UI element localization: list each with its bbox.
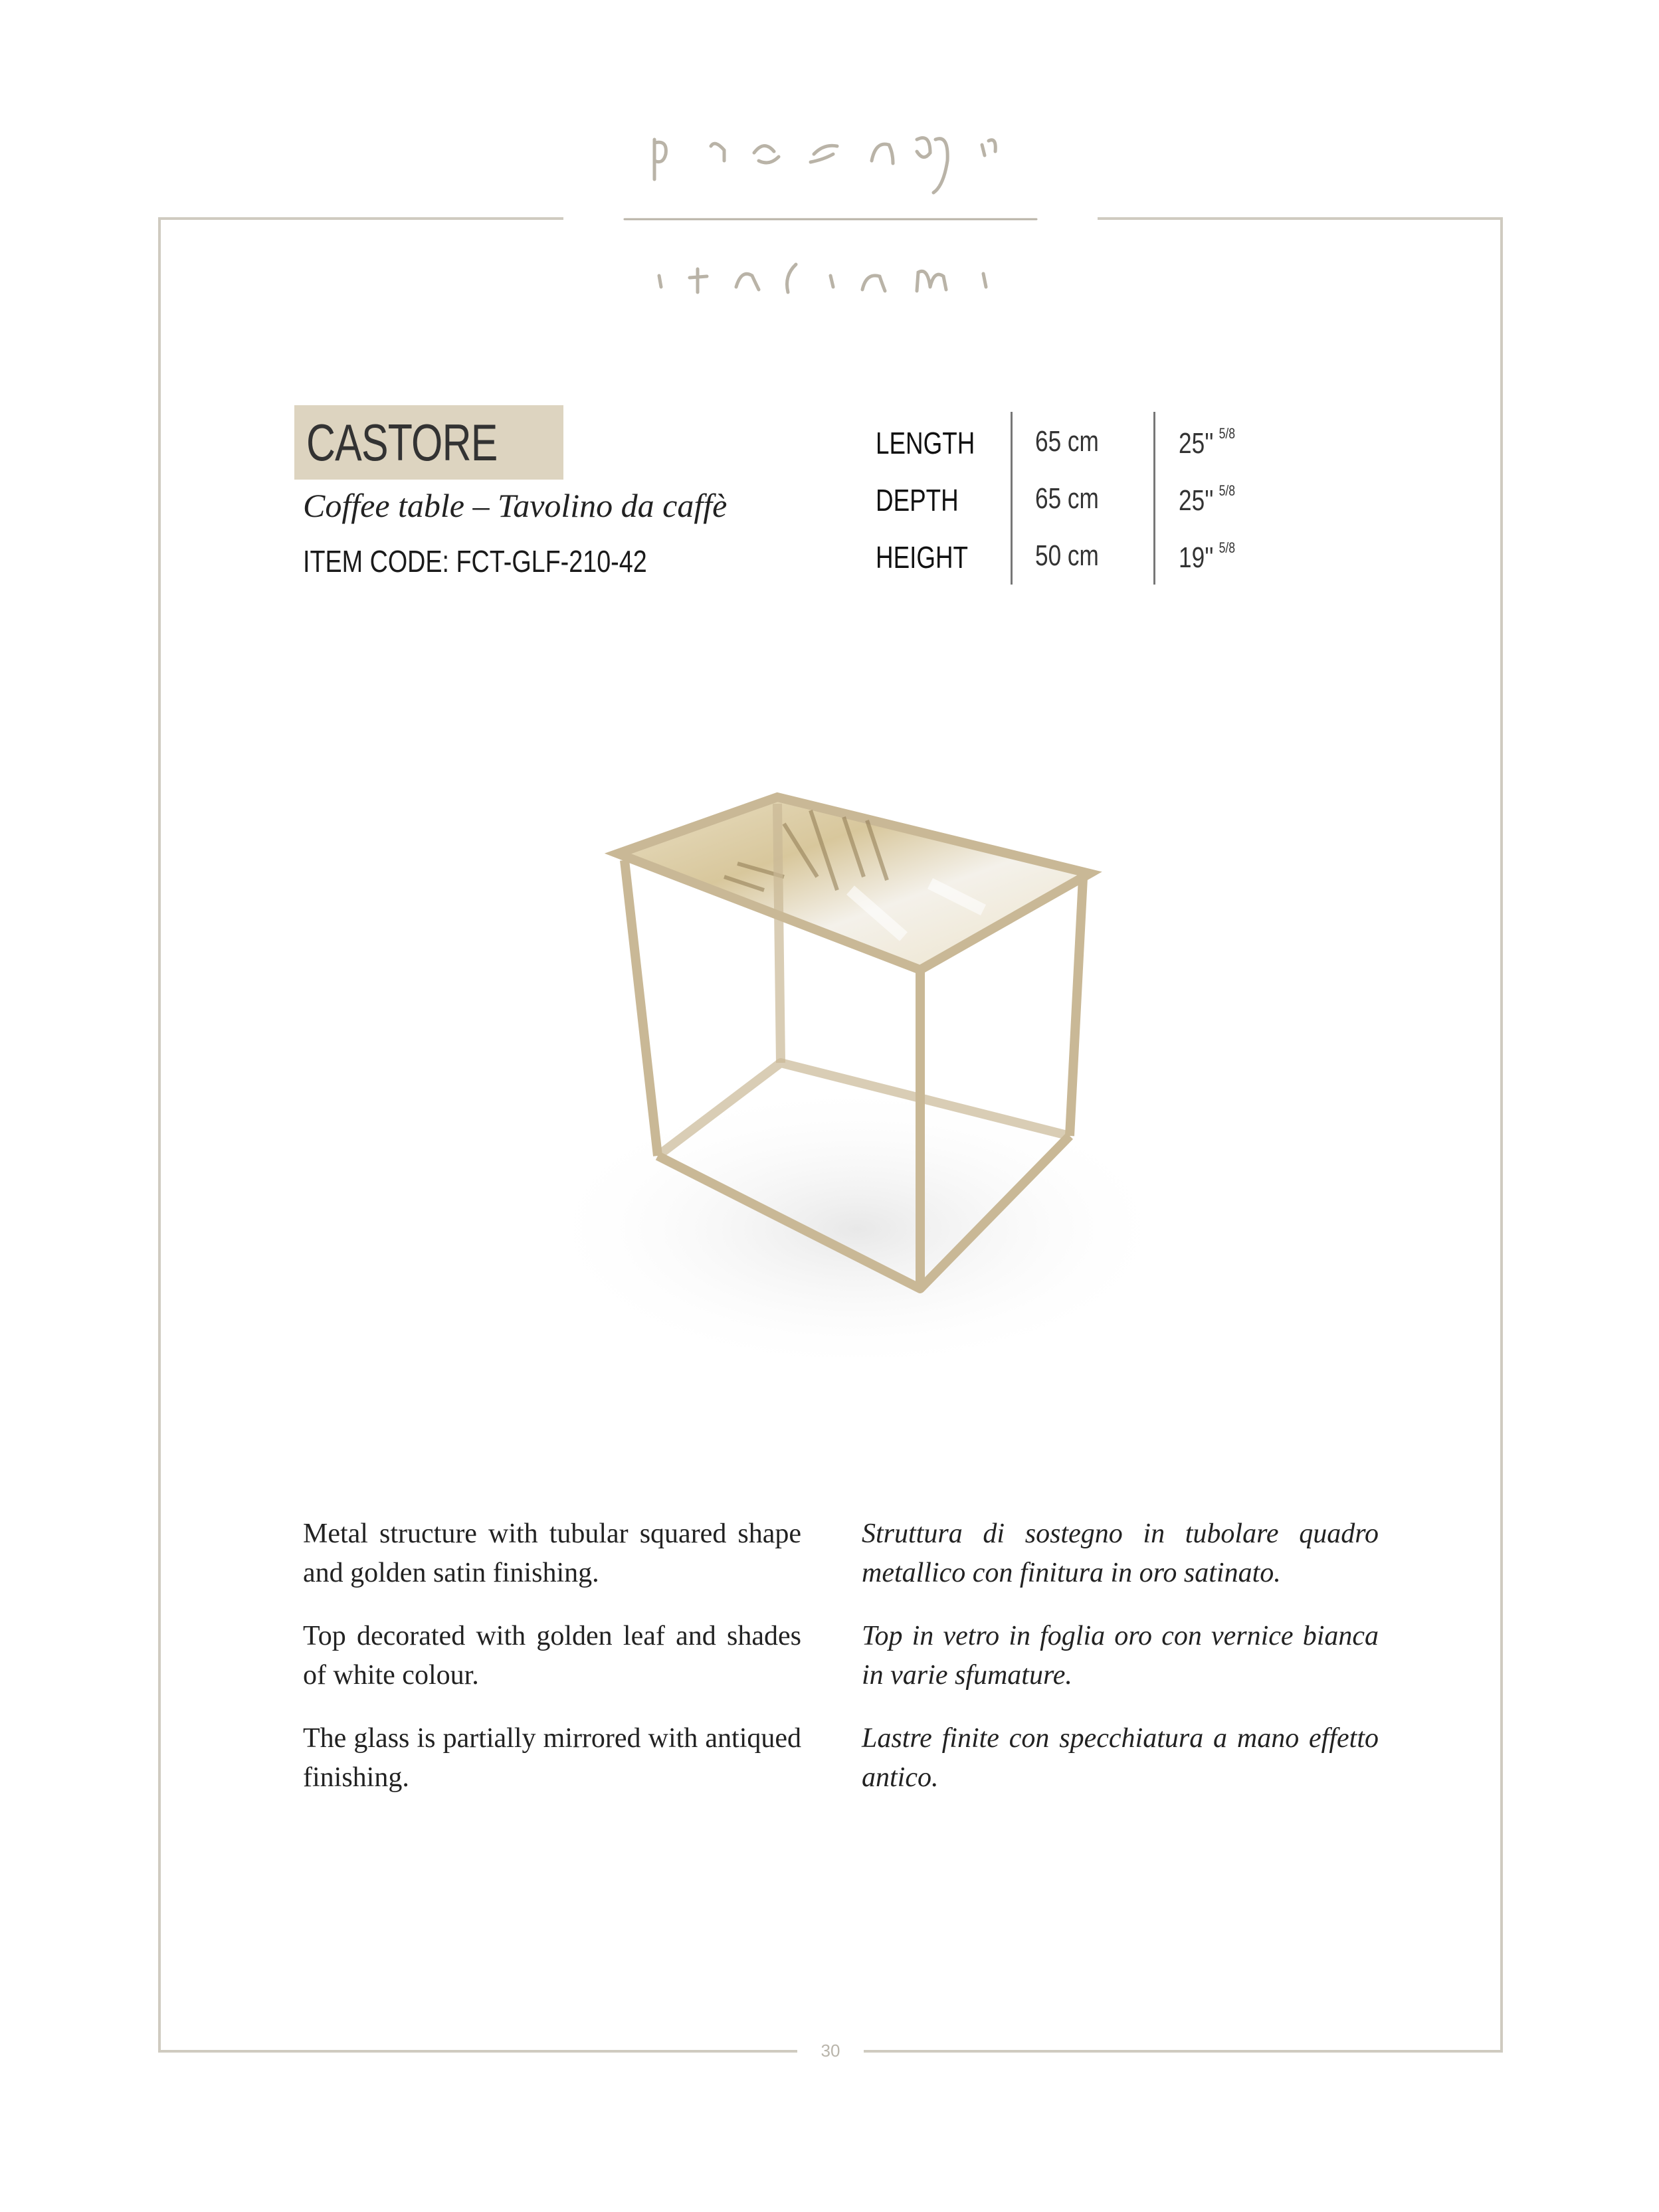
dimension-metric: 50 cm <box>1035 539 1099 572</box>
dimension-label: LENGTH <box>876 426 975 460</box>
dimension-imperial: 25'' $^{5/8}$ <box>1179 482 1236 517</box>
description-paragraph: Metal structure with tubular squared shape and golden satin finishing. <box>303 1519 801 1588</box>
description-italian <box>862 1515 1379 1821</box>
item-code: ITEM CODE: FCT-GLF-210-42 <box>303 544 647 579</box>
dimensions-divider-1 <box>1011 412 1013 585</box>
frame-right <box>1500 217 1503 2053</box>
brand-logo <box>585 113 1076 325</box>
dimension-metric: 65 cm <box>1035 482 1099 515</box>
dimension-metric: 65 cm <box>1035 425 1099 458</box>
description-paragraph: Struttura di sostegno in tubolare quadro metallico con finitura in oro satinato. <box>862 1519 1379 1588</box>
product-name-badge <box>294 405 563 480</box>
description-paragraph: Top in vetro in foglia oro con vernice bianca in varie sfumature. <box>862 1621 1379 1691</box>
description-paragraph: The glass is partially mirrored with antiqued finishing. <box>303 1723 801 1793</box>
product-subtitle: Coffee table – Tavolino da caffè <box>303 487 728 524</box>
dimension-imperial: 25'' $^{5/8}$ <box>1179 425 1236 460</box>
dimension-label: DEPTH <box>876 483 959 517</box>
dimension-fraction: 5/8 <box>1219 539 1236 556</box>
page-number: 30 <box>821 2041 840 2061</box>
frame-bottom-right <box>864 2050 1503 2053</box>
frame-bottom-left <box>158 2050 797 2053</box>
description-english <box>303 1515 801 1821</box>
dimension-fraction: 5/8 <box>1219 482 1236 499</box>
frame-top-right <box>1098 217 1503 220</box>
description-paragraph: Lastre finite con specchiatura a mano effetto antico. <box>862 1723 1379 1793</box>
dimension-fraction: 5/8 <box>1219 425 1236 442</box>
product-name: CASTORE <box>306 413 498 472</box>
frame-left <box>158 217 161 2053</box>
product-image <box>505 724 1236 1375</box>
dimensions-divider-2 <box>1153 412 1155 585</box>
description-paragraph: Top decorated with golden leaf and shades of white colour. <box>303 1621 801 1691</box>
frame-top-left <box>158 217 563 220</box>
dimension-imperial: 19'' $^{5/8}$ <box>1179 539 1236 574</box>
dimension-label: HEIGHT <box>876 540 969 575</box>
